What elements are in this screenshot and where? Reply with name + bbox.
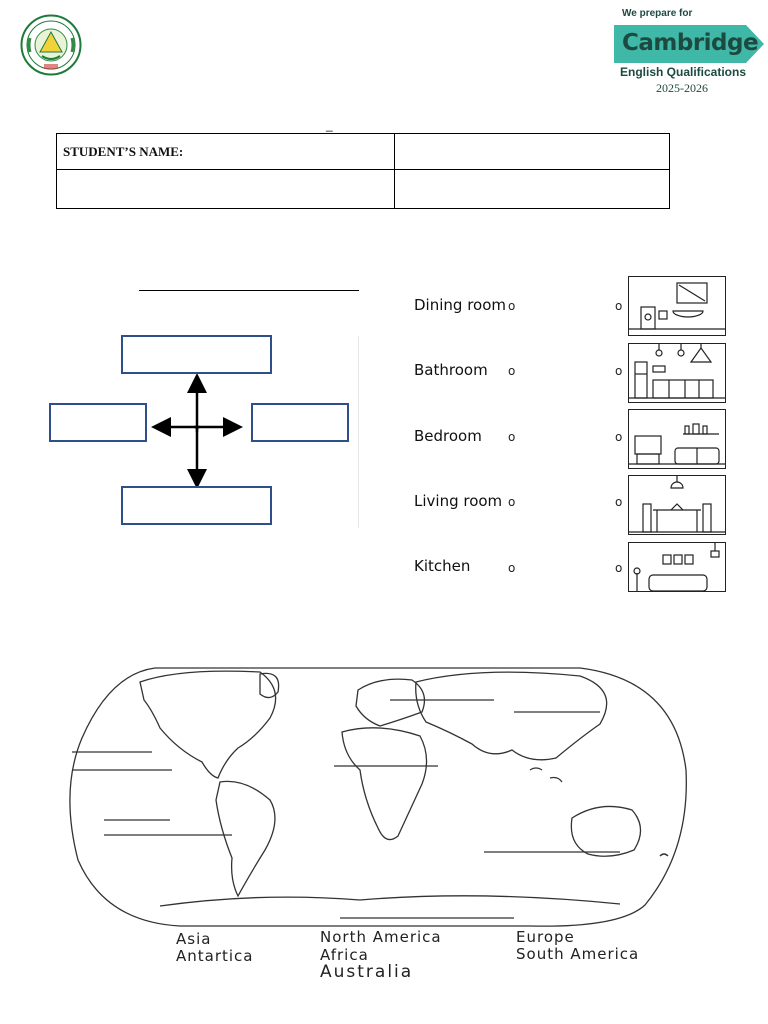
north-america-outline (140, 671, 276, 778)
header-separator: _ (326, 118, 333, 132)
match-dot-left[interactable]: o (508, 364, 516, 378)
match-dot-left[interactable]: o (508, 299, 516, 313)
match-dot-right[interactable]: o (615, 364, 623, 378)
match-dot-right[interactable]: o (615, 299, 623, 313)
school-logo (20, 14, 82, 76)
map-frame (70, 668, 686, 926)
office-room-icon (628, 276, 726, 336)
word-bank-antarctica: Antartica (176, 947, 254, 965)
australia-outline (571, 806, 640, 856)
south-america-outline (216, 781, 275, 896)
word-bank-asia: Asia (176, 930, 212, 948)
word-bank-europe: Europe (516, 928, 575, 946)
direction-box-east[interactable] (251, 403, 349, 442)
match-dot-right[interactable]: o (615, 561, 623, 575)
room-label-living: Living room (414, 492, 503, 510)
student-name-field[interactable] (395, 134, 670, 170)
bedroom-icon (628, 542, 726, 592)
europe-outline (356, 679, 424, 726)
direction-box-west[interactable] (49, 403, 147, 442)
cambridge-tagline: We prepare for (622, 8, 693, 19)
room-label-bedroom: Bedroom (414, 427, 482, 445)
direction-arrows (140, 370, 260, 492)
word-bank-africa: Africa (320, 946, 369, 964)
match-dot-right[interactable]: o (615, 495, 623, 509)
title-answer-line[interactable] (139, 290, 359, 291)
greenland-outline (260, 673, 279, 697)
direction-box-north[interactable] (121, 335, 272, 374)
cambridge-logo (612, 8, 768, 100)
room-label-kitchen: Kitchen (414, 557, 471, 575)
kitchen-room-icon (628, 343, 726, 403)
dining-room-icon (628, 475, 726, 535)
match-dot-left[interactable]: o (508, 495, 516, 509)
match-dot-right[interactable]: o (615, 430, 623, 444)
student-info-table (56, 133, 670, 209)
asia-outline (416, 672, 607, 760)
room-label-bathroom: Bathroom (414, 361, 488, 379)
world-map (60, 660, 690, 930)
student-name-label: STUDENT’S NAME: (57, 134, 395, 170)
direction-box-south[interactable] (121, 486, 272, 525)
cambridge-years: 2025-2026 (656, 81, 708, 95)
table-row (57, 170, 670, 209)
cambridge-qualifications: English Qualifications (620, 65, 747, 79)
room-label-dining: Dining room (414, 296, 506, 314)
match-dot-left[interactable]: o (508, 561, 516, 575)
match-dot-left[interactable]: o (508, 430, 516, 444)
living-room-tv-icon (628, 409, 726, 469)
table-row (57, 134, 670, 170)
africa-outline (342, 728, 427, 840)
word-bank-south-america: South America (516, 945, 640, 963)
info-field-right[interactable] (395, 170, 670, 209)
info-field-left[interactable] (57, 170, 395, 209)
word-bank-australia: Australia (320, 962, 414, 982)
antarctica-outline (160, 896, 620, 906)
diagram-border (358, 336, 359, 528)
word-bank-north-america: North America (320, 928, 442, 946)
cambridge-name: Cambridge (622, 30, 759, 56)
